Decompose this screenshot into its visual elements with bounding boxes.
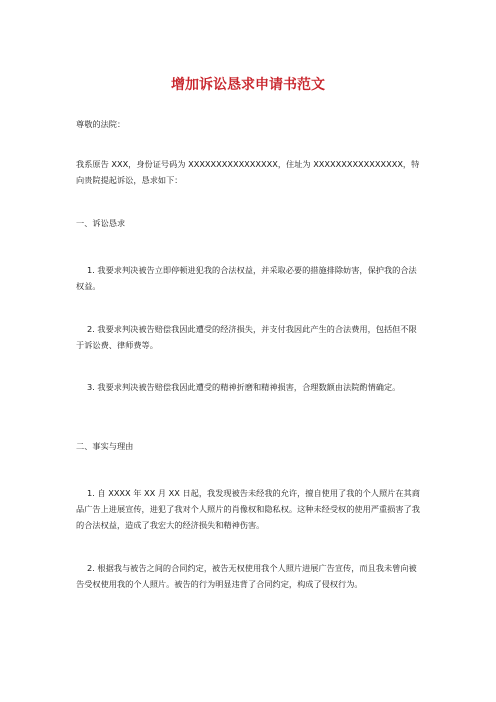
document-title: 增加诉讼恳求申请书范文 xyxy=(171,77,325,93)
section-heading-claims: 一、诉讼恳求 xyxy=(76,218,126,228)
section-heading-facts: 二、事实与理由 xyxy=(76,441,134,451)
claim-item-3: 3. 我要求判决被告赔偿我因此遭受的精神折磨和精神损害，合理数额由法院酌情确定。 xyxy=(87,382,401,392)
fact-item-1: 1. 自 XXXX 年 XX 月 XX 日起，我发现被告未经我的允许，擅自使用了我的个人照片在其商品广告上进展宣传，进犯了我对个人照片的肖像权和隐私权。这种未经受权的使用严重损害了我的合法权益，造成了我宏大的经济损失和精神伤害。 xyxy=(76,488,420,530)
fact-item-2: 2. 根据我与被告之间的合同约定，被告无权使用我个人照片进展广告宣传，而且我未曾向被告受权使用我的个人照片。被告的行为明显违背了合同约定，构成了侵权行为。 xyxy=(76,563,417,589)
claim-item-1: 1. 我要求判决被告立即停顿进犯我的合法权益，并采取必要的措施排除妨害，保护我的合法权益。 xyxy=(76,265,417,291)
intro-paragraph: 我系原告 XXX，身份证号码为 XXXXXXXXXXXXXXXX，住址为 XXXXXXXXXXXXXXXX，特向贵院提起诉讼，恳求如下： xyxy=(76,159,420,185)
salutation: 尊敬的法院： xyxy=(76,119,126,129)
claim-item-2: 2. 我要求判决被告赔偿我因此遭受的经济损失，并支付我因此产生的合法费用，包括但不限于诉讼费、律师费等。 xyxy=(76,324,417,350)
